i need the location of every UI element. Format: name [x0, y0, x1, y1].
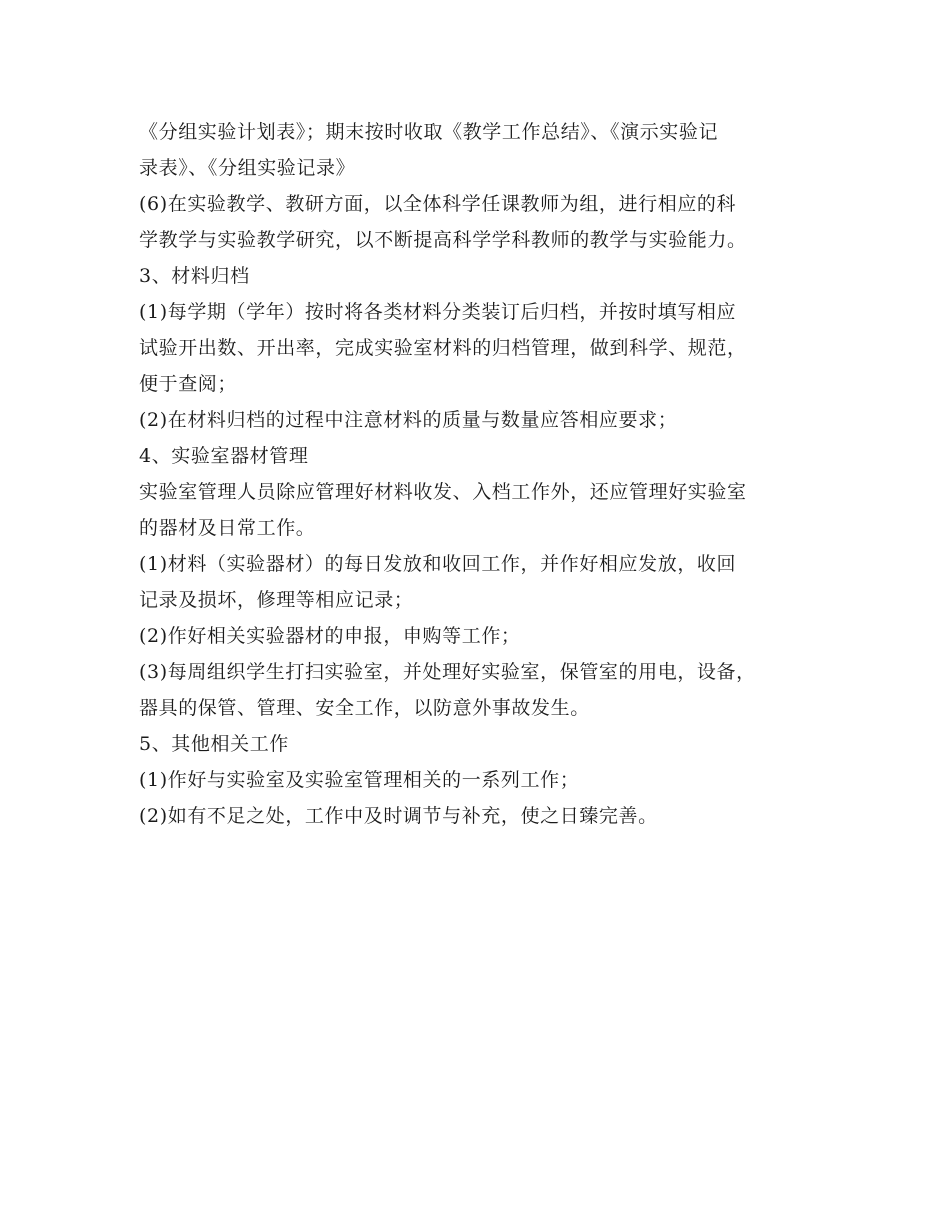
- text-line: 便于查阅；: [139, 373, 238, 395]
- document-body: [139, 114, 839, 834]
- section-heading: 3、材料归档: [139, 265, 250, 287]
- text-line: (6)在实验教学、教研方面，以全体科学任课教师为组，进行相应的科: [139, 193, 737, 215]
- text-line: 录表》、《分组实验记录》: [139, 157, 356, 179]
- text-line: 实验室管理人员除应管理好材料收发、入档工作外，还应管理好实验室: [139, 481, 747, 503]
- text-line: 的器材及日常工作。: [139, 517, 316, 539]
- text-line: (1)每学期（学年）按时将各类材料分类装订后归档，并按时填写相应: [139, 301, 737, 323]
- text-line: (2)在材料归档的过程中注意材料的质量与数量应答相应要求；: [139, 409, 678, 431]
- text-line: 试验开出数、开出率，完成实验室材料的归档管理，做到科学、规范，: [139, 337, 747, 359]
- text-line: 《分组实验计划表》；期末按时收取《教学工作总结》、《演示实验记: [139, 121, 719, 143]
- section-heading: 5、其他相关工作: [139, 733, 289, 755]
- text-line: (1)作好与实验室及实验室管理相关的一系列工作；: [139, 769, 580, 791]
- text-line: 学教学与实验教学研究，以不断提高科学学科教师的教学与实验能力。: [139, 229, 747, 251]
- section-heading: 4、实验室器材管理: [139, 445, 309, 467]
- text-line: 器具的保管、管理、安全工作，以防意外事故发生。: [139, 697, 590, 719]
- text-line: (3)每周组织学生打扫实验室，并处理好实验室，保管室的用电，设备，: [139, 661, 756, 683]
- text-line: (2)如有不足之处，工作中及时调节与补充，使之日臻完善。: [139, 805, 658, 827]
- text-line: (2)作好相关实验器材的申报，申购等工作；: [139, 625, 521, 647]
- text-line: 记录及损坏，修理等相应记录；: [139, 589, 414, 611]
- text-line: (1)材料（实验器材）的每日发放和收回工作，并作好相应发放，收回: [139, 553, 737, 575]
